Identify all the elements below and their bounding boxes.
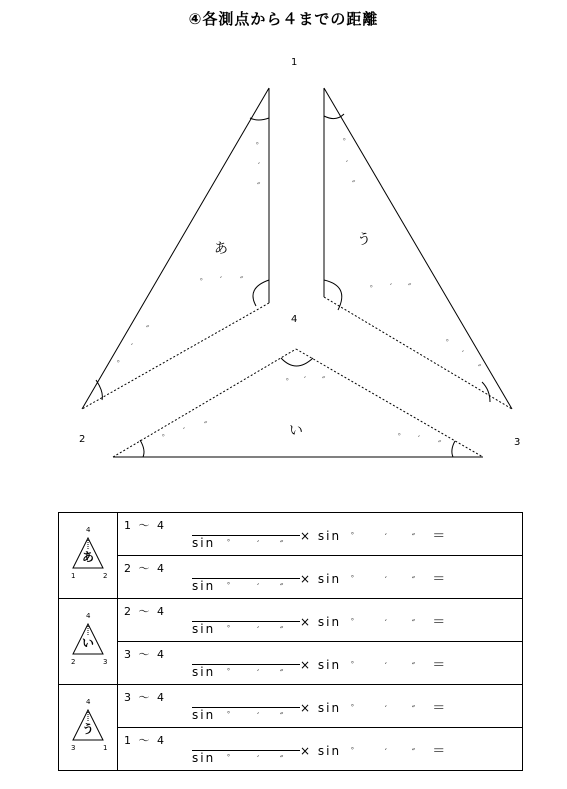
angle-deg-mark: ゜ [256, 143, 266, 153]
point-pair: 1 ～ 4 [124, 734, 166, 747]
denominator: sin ゜ ′ ″ [192, 622, 293, 636]
calc-row [118, 728, 523, 771]
calc-row [118, 513, 523, 556]
multiplier: × sin ゜ ′ ″ ＝ [300, 701, 448, 716]
point-pair: 3 ～ 4 [124, 648, 166, 661]
page-title: ④各測点から４までの距離 [188, 10, 379, 28]
triangle-i-label: い [289, 423, 303, 439]
angle-sec-mark: ″ [204, 421, 208, 431]
angle-min-mark: ′ [346, 160, 349, 170]
numerator-field[interactable] [192, 521, 300, 536]
triangle-a-icon: 4 あ 1 2 [71, 525, 108, 580]
angle-min-mark: ′ [258, 162, 261, 172]
multiplier: × sin ゜ ′ ″ ＝ [300, 529, 448, 544]
angle-deg-mark: ゜ [343, 139, 353, 149]
angle-deg-mark: ゜ [398, 434, 408, 444]
angle-sec-mark: ″ [146, 325, 150, 335]
point-pair: 1 ～ 4 [124, 519, 166, 532]
calc-row [118, 685, 523, 728]
point-3-label: 3 [514, 437, 521, 448]
triangle-u [324, 88, 512, 409]
denominator: sin ゜ ′ ″ [192, 708, 293, 722]
multiplier: × sin ゜ ′ ″ ＝ [300, 658, 448, 673]
numerator-field[interactable] [192, 650, 300, 665]
angle-min-mark: ′ [304, 376, 307, 386]
angle-min-mark: ′ [131, 343, 134, 353]
angle-min-mark: ′ [220, 276, 223, 286]
angle-deg-mark: ゜ [200, 279, 210, 289]
point-pair: 2 ～ 4 [124, 605, 166, 618]
denominator: sin ゜ ′ ″ [192, 579, 293, 593]
denominator: sin ゜ ′ ″ [192, 536, 293, 550]
triangle-icon-cell [59, 599, 118, 685]
angle-sec-mark: ″ [438, 440, 442, 450]
angle-min-mark: ′ [418, 435, 421, 445]
numerator-field[interactable] [192, 693, 300, 708]
angle-sec-mark: ″ [257, 182, 261, 192]
triangle-a [82, 88, 269, 409]
point-pair: 3 ～ 4 [124, 691, 166, 704]
angle-sec-mark: ″ [322, 376, 326, 386]
point-1-label: 1 [291, 57, 298, 68]
angle-deg-mark: ゜ [117, 361, 127, 371]
angle-min-mark: ′ [462, 350, 465, 360]
angle-min-mark: ′ [183, 427, 186, 437]
triangle-icon-cell [59, 513, 118, 599]
multiplier: × sin ゜ ′ ″ ＝ [300, 744, 448, 759]
multiplier: × sin ゜ ′ ″ ＝ [300, 572, 448, 587]
numerator-field[interactable] [192, 736, 300, 751]
point-2-label: 2 [79, 434, 86, 445]
angle-sec-mark: ″ [408, 283, 412, 293]
triangle-icon-cell [59, 685, 118, 771]
denominator: sin ゜ ′ ″ [192, 751, 293, 765]
calc-row [118, 642, 523, 685]
angle-min-mark: ′ [390, 283, 393, 293]
triangle-a-label: あ [214, 241, 228, 257]
numerator-field[interactable] [192, 607, 300, 622]
calc-row [118, 556, 523, 599]
point-pair: 2 ～ 4 [124, 562, 166, 575]
angle-sec-mark: ″ [240, 276, 244, 286]
triangle-u-label: う [357, 232, 371, 248]
numerator-field[interactable] [192, 564, 300, 579]
angle-sec-mark: ″ [352, 180, 356, 190]
point-4-label: 4 [291, 314, 298, 325]
angle-deg-mark: ゜ [370, 286, 380, 296]
angle-deg-mark: ゜ [286, 379, 296, 389]
denominator: sin ゜ ′ ″ [192, 665, 293, 679]
calc-row [118, 599, 523, 642]
triangle-u-icon: 4 う 3 1 [71, 697, 108, 752]
angle-deg-mark: ゜ [446, 340, 456, 350]
distance-calc-table [58, 512, 523, 771]
angle-sec-mark: ″ [478, 364, 482, 374]
angle-deg-mark: ゜ [162, 435, 172, 445]
triangle-i-icon: 4 い 2 3 [71, 611, 108, 666]
multiplier: × sin ゜ ′ ″ ＝ [300, 615, 448, 630]
